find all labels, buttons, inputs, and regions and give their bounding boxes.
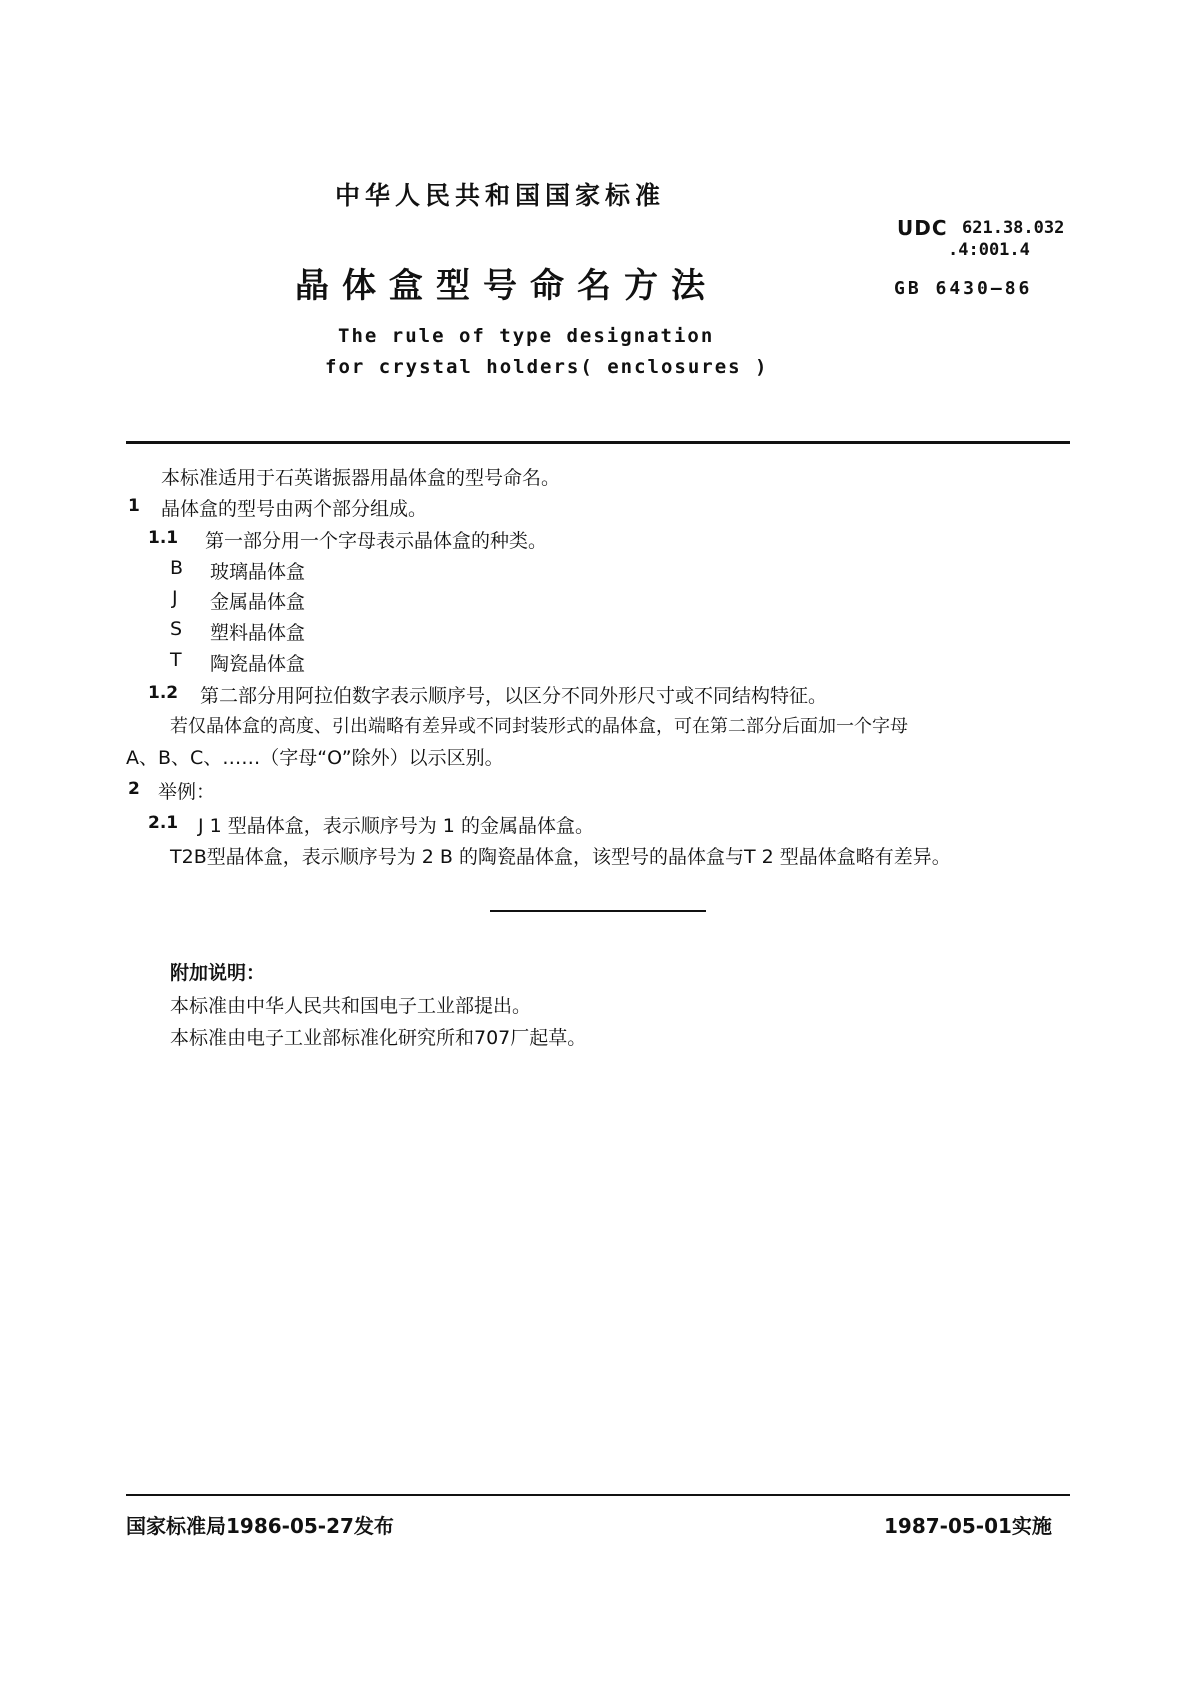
section-1-2-text: 第二部分用阿拉伯数字表示顺序号，以区分不同外形尺寸或不同结构特征。 — [200, 685, 828, 707]
type-letter: T — [170, 649, 182, 671]
footer-divider — [126, 1494, 1070, 1496]
section-1-2-note: 若仅晶体盒的高度、引出端略有差异或不同封装形式的晶体盒，可在第二部分后面加一个字母 — [170, 716, 908, 737]
udc-code-line2: .4:001.4 — [948, 240, 1030, 260]
type-name: 陶瓷晶体盒 — [210, 653, 306, 675]
udc-code-line1: 621.38.032 — [962, 218, 1065, 238]
section-2-1-number: 2.1 — [148, 813, 179, 833]
type-letter: J — [172, 587, 178, 609]
notes-line: 本标准由中华人民共和国电子工业部提出。 — [170, 995, 532, 1017]
standard-type: 中华人民共和国国家标准 — [335, 181, 666, 210]
type-name: 塑料晶体盒 — [210, 622, 306, 644]
section-2-text: 举例： — [158, 781, 216, 803]
notes-heading: 附加说明： — [170, 962, 266, 984]
section-1-1-text: 第一部分用一个字母表示晶体盒的种类。 — [205, 530, 548, 552]
section-1-2-number: 1.2 — [148, 683, 179, 703]
type-letter: S — [170, 618, 183, 640]
intro-paragraph: 本标准适用于石英谐振器用晶体盒的型号命名。 — [161, 467, 561, 489]
section-1-1-number: 1.1 — [148, 528, 179, 548]
notes-line: 本标准由电子工业部标准化研究所和707厂起草。 — [170, 1027, 587, 1049]
section-2-number: 2 — [128, 779, 140, 799]
type-name: 玻璃晶体盒 — [210, 561, 306, 583]
issued-date: 国家标准局1986-05-27发布 — [126, 1514, 394, 1538]
gb-code: GB 6430—86 — [894, 278, 1033, 299]
document-title: 晶体盒型号命名方法 — [295, 266, 718, 306]
type-name: 金属晶体盒 — [210, 591, 306, 613]
section-2-1-text: J 1 型晶体盒，表示顺序号为 1 的金属晶体盒。 — [198, 815, 594, 837]
section-divider — [490, 910, 706, 912]
effective-date: 1987-05-01实施 — [884, 1514, 1052, 1538]
section-2-1-example: T2B型晶体盒，表示顺序号为 2 B 的陶瓷晶体盒，该型号的晶体盒与T 2 型晶体盒略有差异。 — [170, 846, 951, 868]
english-title-line1: The rule of type designation — [338, 325, 715, 347]
section-1-number: 1 — [128, 496, 140, 516]
section-1-2-note-cont: A、B、C、……（字母“O”除外）以示区别。 — [126, 747, 504, 769]
english-title-line2: for crystal holders( enclosures ) — [325, 356, 769, 378]
udc-label: UDC — [897, 216, 948, 240]
section-1-text: 晶体盒的型号由两个部分组成。 — [161, 498, 428, 520]
type-letter: B — [170, 557, 184, 579]
header-divider — [126, 441, 1070, 444]
